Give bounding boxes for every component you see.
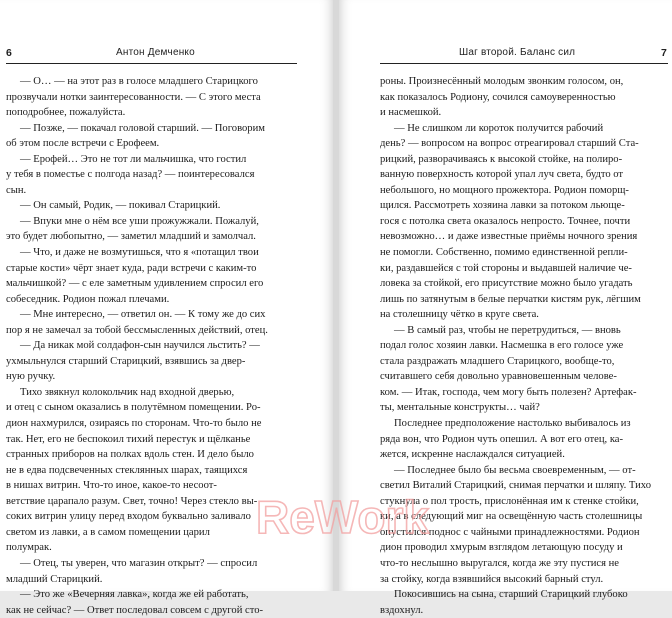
text-line: об этом после встречи с Ерофеем.	[6, 138, 160, 150]
text-line: лишь по затянутым в белые перчатки кистям рук, лёгшим	[380, 293, 641, 305]
right-page	[339, 0, 672, 616]
text-line: и отец с сыном оказались в полутёмном помещении. Ро-	[6, 402, 261, 414]
text-line: полумрак.	[6, 542, 52, 554]
text-line: как не сейчас? — Ответ последовал совсем с другой сто-	[6, 604, 264, 616]
text-line: ки, а в следующий миг на освещённую часть столешницы	[380, 511, 643, 523]
text-line: — Да никак мой солдафон-сын научился льстить? —	[20, 340, 260, 352]
text-line: младший Старицкий.	[6, 573, 103, 585]
text-line: светил Виталий Старицкий, снимая перчатки и шляпу. Тихо	[380, 480, 651, 492]
text-line: день? — вопросом на вопрос отреагировал старший Ста-	[380, 138, 639, 150]
text-line: светом из лавки, а в самом помещении царил	[6, 526, 210, 538]
watermark-text: ReWork	[256, 491, 429, 543]
text-line: ки, раздавшейся с той стороны и выдавшей наличие че-	[380, 262, 632, 274]
header-rule	[380, 63, 668, 64]
right-page-text	[380, 74, 668, 618]
text-line: роны. Произнесённый молодым звонким голосом, он,	[380, 76, 624, 87]
text-line: в нишах витрин. Что-то иное, какое-то несоот-	[6, 480, 217, 492]
text-line: ванную поверхность которой упал луч света, будто от	[380, 169, 624, 181]
text-line: Тихо звякнул колокольчик над входной дверью,	[20, 386, 235, 398]
text-line: поподробнее, пожалуйста.	[6, 107, 126, 119]
text-line: дион проводил хмурым взглядом летающую посуду и	[380, 542, 623, 554]
text-line: жется, искренне наслаждался ситуацией.	[380, 449, 565, 461]
text-line: — Ерофей… Это не тот ли мальчишка, что гостил	[20, 153, 247, 165]
text-line: стукнула о пол трость, прислонённая им к стенке стойки,	[380, 495, 639, 507]
text-line: дион нахмурился, озираясь по сторонам. Что-то было не	[6, 418, 262, 430]
running-header-author: Антон Демченко	[116, 47, 195, 58]
text-line: ловека за стойкой, его присутствие можно было угадать	[380, 278, 633, 290]
right-page-header	[339, 47, 672, 61]
text-line: — Что, и даже не возмутишься, что я «потащил твои	[20, 247, 259, 259]
text-line: стала раздражать младшего Старицкого, вообще-то,	[380, 355, 615, 367]
text-line: Покосившись на сына, старший Старицкий глубоко	[394, 589, 628, 601]
text-line: что-то неслышно выругался, когда же эту пустися не	[380, 557, 619, 569]
text-line: мальчишкой? — с еле заметным удивлением спросил его	[6, 278, 264, 290]
page-number: 7	[661, 47, 667, 59]
text-line: рицкий, разворачиваясь к высокой стойке, на полиро-	[380, 153, 623, 165]
text-line: небольшого, но мощного прожектора. Родион поморщ-	[380, 184, 629, 196]
left-page-text	[6, 74, 297, 618]
text-line: не в едва подсвеченных стеклянных шарах, таящихся	[6, 464, 248, 476]
text-line: — В самый раз, чтобы не перетрудиться, — вновь	[394, 324, 621, 336]
left-page	[0, 0, 333, 616]
text-line: невозможно… и даже известные приёмы ночного зрения	[380, 231, 638, 243]
text-line: ную ручку.	[6, 371, 56, 383]
text-line: соких витрин улицу перед входом буквально заливало	[6, 511, 251, 523]
text-line: не помогли. Собственно, помимо единственной репли-	[380, 247, 628, 259]
text-line: — Впуки мне о нём все уши прожужжали. Пожалуй,	[20, 215, 259, 227]
text-line: как показалось Родиону, сочился самоуверенностью	[380, 91, 616, 103]
text-line: на столешницу чётко в круге света.	[380, 309, 539, 321]
text-line: — Последнее было бы весьма своевременным, — от-	[394, 464, 636, 476]
page-number: 6	[6, 47, 12, 59]
text-line: ряда вон, что Родион чуть опешил. А вот его отец, ка-	[380, 433, 624, 445]
text-line: у тебя в поместье с полгода назад? — поинтересовался	[6, 169, 255, 181]
text-line: — Мне интересно, — ответил он. — К тому же до сих	[20, 309, 266, 321]
text-line: опустился поднос с чайными принадлежностями. Родион	[380, 526, 640, 538]
text-line: и насмешкой.	[380, 107, 442, 119]
text-line: гося с потолка света оказалось непросто. Точнее, почти	[380, 215, 631, 227]
text-line: странных приборов на полках вдоль стен. И дело было	[6, 449, 254, 461]
header-rule	[6, 63, 297, 64]
text-line: сын.	[6, 184, 27, 196]
text-line: так. Нет, его не беспокоил тихий перестук и щёлканье	[6, 433, 251, 445]
text-line: ветствие царапало разум. Свет, точно! Через стекло вы-	[6, 495, 258, 507]
text-line: Последнее предположение настолько выбивалось из	[394, 418, 631, 430]
text-line: — О… — на этот раз в голосе младшего Старицкого	[20, 76, 258, 87]
text-line: — Позже, — покачал головой старший. — Поговорим	[20, 122, 265, 134]
text-line: за стойку, когда взявшийся высокий барный стул.	[380, 573, 604, 585]
text-line: пор я не замечал за тобой бессмысленных действий, отец.	[6, 324, 268, 336]
text-line: вздохнул.	[380, 604, 424, 616]
text-line: собеседник. Родион пожал плечами.	[6, 293, 170, 305]
text-line: подал голос хозяин лавки. Насмешка в его голосе уже	[380, 340, 624, 352]
text-line: старые кости» чёрт знает куда, ради встречи с каким-то	[6, 262, 257, 274]
text-line: ком. — Итак, господа, чем могу быть полезен? Артефак-	[380, 386, 637, 398]
text-line: — Отец, ты уверен, что магазин открыт? — спросил	[20, 557, 258, 569]
text-line: — Не слишком ли короток получится рабочий	[394, 122, 604, 134]
text-line: считавшего себя довольно уравновешенным челове-	[380, 371, 617, 383]
text-line: ухмыльнулся старший Старицкий, взявшись за двер-	[6, 355, 246, 367]
text-line: щился. Рассмотреть хозяина лавки за потоком льюще-	[380, 200, 625, 212]
running-header-chapter: Шаг второй. Баланс сил	[459, 47, 576, 58]
text-line: ты, ментальные конструкты… чай?	[380, 402, 540, 414]
left-page-header	[0, 47, 333, 61]
text-line: — Это же «Вечерняя лавка», когда же ей работать,	[20, 589, 249, 601]
text-line: прозвучали нотки заинтересованности. — С этого места	[6, 91, 261, 103]
text-line: это будет любопытно, — заметил младший и замолчал.	[6, 231, 256, 243]
text-line: — Он самый, Родик, — покивал Старицкий.	[20, 200, 221, 212]
